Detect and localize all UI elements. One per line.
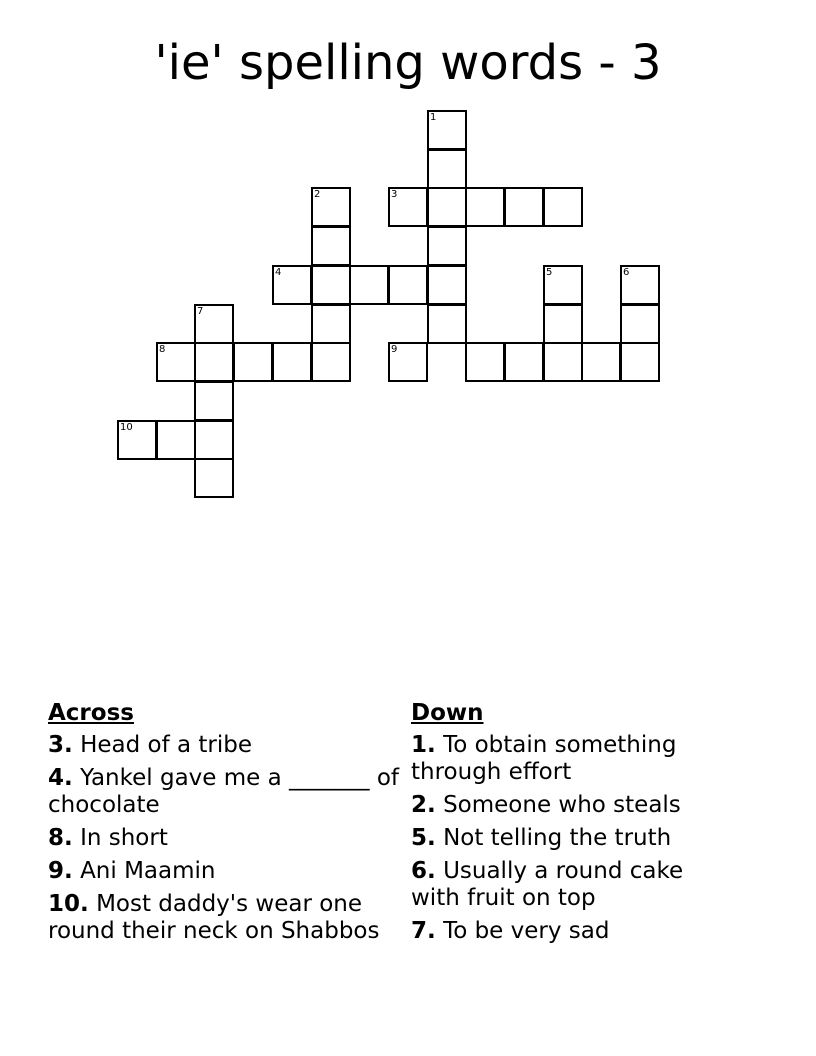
clue-number: 2. bbox=[411, 792, 436, 818]
clue-across-10 bbox=[48, 891, 408, 945]
grid-cell[interactable] bbox=[465, 187, 505, 227]
grid-cell[interactable] bbox=[620, 342, 660, 382]
grid-cell[interactable] bbox=[311, 226, 351, 266]
grid-cell[interactable] bbox=[427, 149, 467, 189]
cell-number: 7 bbox=[197, 306, 204, 317]
clue-number: 5. bbox=[411, 825, 436, 851]
grid-cell[interactable] bbox=[194, 381, 234, 421]
down-clues bbox=[411, 700, 711, 951]
cell-number: 6 bbox=[623, 267, 630, 278]
grid-cell[interactable] bbox=[543, 342, 583, 382]
grid-cell[interactable] bbox=[388, 265, 428, 305]
grid-cell[interactable] bbox=[194, 304, 234, 344]
grid-cell[interactable] bbox=[117, 420, 157, 460]
clue-text: Head of a tribe bbox=[80, 732, 253, 758]
clue-text: Usually a round cake with fruit on top bbox=[411, 858, 684, 911]
across-clues bbox=[48, 700, 408, 951]
clue-down-1 bbox=[411, 732, 711, 786]
clue-text: To obtain something through effort bbox=[411, 732, 677, 785]
clue-number: 8. bbox=[48, 825, 73, 851]
cell-number: 4 bbox=[275, 267, 282, 278]
clue-number: 6. bbox=[411, 858, 436, 884]
grid-cell[interactable] bbox=[388, 342, 428, 382]
grid-cell[interactable] bbox=[543, 265, 583, 305]
clue-across-4 bbox=[48, 765, 408, 819]
grid-cell[interactable] bbox=[311, 304, 351, 344]
grid-cell[interactable] bbox=[311, 342, 351, 382]
grid-cell[interactable] bbox=[427, 265, 467, 305]
grid-cell[interactable] bbox=[620, 265, 660, 305]
cell-number: 8 bbox=[159, 344, 166, 355]
grid-cell[interactable] bbox=[581, 342, 621, 382]
grid-cell[interactable] bbox=[427, 304, 467, 344]
grid-cell[interactable] bbox=[194, 420, 234, 460]
clue-text: Yankel gave me a _______ of chocolate bbox=[48, 765, 399, 818]
clue-down-6 bbox=[411, 858, 711, 912]
grid-cell[interactable] bbox=[194, 458, 234, 498]
grid-cell[interactable] bbox=[504, 187, 544, 227]
cell-number: 2 bbox=[314, 189, 321, 200]
clue-number: 3. bbox=[48, 732, 73, 758]
grid-cell[interactable] bbox=[427, 110, 467, 150]
clue-number: 7. bbox=[411, 918, 436, 944]
clue-down-5 bbox=[411, 825, 711, 852]
cell-number: 9 bbox=[391, 344, 398, 355]
clue-number: 1. bbox=[411, 732, 436, 758]
grid-cell[interactable] bbox=[311, 187, 351, 227]
clue-text: Someone who steals bbox=[443, 792, 681, 818]
grid-cell[interactable] bbox=[504, 342, 544, 382]
clue-across-8 bbox=[48, 825, 408, 852]
grid-cell[interactable] bbox=[233, 342, 273, 382]
across-heading: Across bbox=[48, 700, 134, 726]
clue-text: In short bbox=[80, 825, 168, 851]
clue-number: 10. bbox=[48, 891, 89, 917]
clue-text: To be very sad bbox=[443, 918, 610, 944]
grid-cell[interactable] bbox=[620, 304, 660, 344]
puzzle-title: 'ie' spelling words - 3 bbox=[154, 35, 662, 91]
grid-cell[interactable] bbox=[349, 265, 389, 305]
clue-down-7 bbox=[411, 918, 711, 945]
clue-down-2 bbox=[411, 792, 711, 819]
cell-number: 3 bbox=[391, 189, 398, 200]
grid-cell[interactable] bbox=[543, 304, 583, 344]
grid-cell[interactable] bbox=[388, 187, 428, 227]
grid-cell[interactable] bbox=[272, 265, 312, 305]
clue-across-3 bbox=[48, 732, 408, 759]
grid-cell[interactable] bbox=[427, 187, 467, 227]
grid-cell[interactable] bbox=[156, 342, 196, 382]
clue-text: Not telling the truth bbox=[443, 825, 672, 851]
grid-cell[interactable] bbox=[194, 342, 234, 382]
clue-number: 9. bbox=[48, 858, 73, 884]
cell-number: 1 bbox=[430, 112, 437, 123]
crossword-grid bbox=[0, 0, 816, 520]
cell-number: 10 bbox=[120, 422, 133, 433]
clue-text: Ani Maamin bbox=[80, 858, 216, 884]
grid-cell[interactable] bbox=[427, 226, 467, 266]
grid-cell[interactable] bbox=[311, 265, 351, 305]
grid-cell[interactable] bbox=[272, 342, 312, 382]
clue-number: 4. bbox=[48, 765, 73, 791]
grid-cell[interactable] bbox=[156, 420, 196, 460]
clue-text: Most daddy's wear one round their neck on Shabbos bbox=[48, 891, 380, 944]
clue-across-9 bbox=[48, 858, 408, 885]
cell-number: 5 bbox=[546, 267, 553, 278]
grid-cell[interactable] bbox=[543, 187, 583, 227]
grid-cell[interactable] bbox=[465, 342, 505, 382]
down-heading: Down bbox=[411, 700, 484, 726]
